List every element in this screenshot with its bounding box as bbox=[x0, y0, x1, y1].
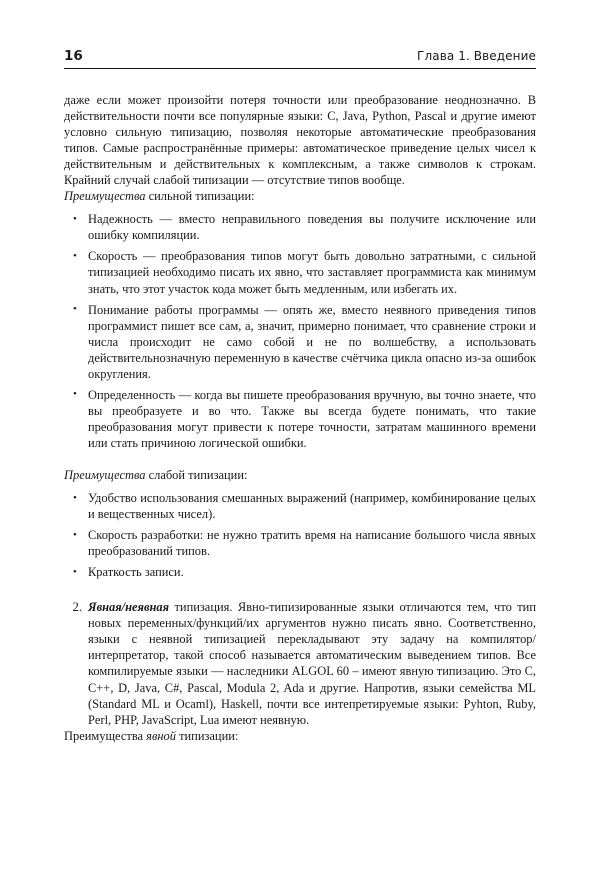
list-item: • Понимание работы программы — опять же, вместо неявного приведения типов программист пишет все сам, а, значит, примерно понимает, что сравнение строки и числа происходит не само собой и не по волшебству, а использовать действительнозначную переменную в качестве счётчика цикла опасно из-за ошибок округления. bbox=[64, 302, 536, 382]
page-number: 16 bbox=[64, 48, 83, 64]
strong-typing-heading-italic: Преимущества bbox=[64, 189, 146, 204]
numbered-item-text: типизация. Явно-типизированные языки отличаются тем, что тип новых переменных/функций/их аргументов нужно писать явно. Соответственно, языки с неявной типизацией перекладывают эту задачу на компилятор/интерпретатор, такой способ называется автоматическим выведением типов. Все компилируемые языки — наследники ALGOL 60 – имеют явную типизацию. Это C, C++, D, Java, C#, Pascal, Modula 2, Ada и другие. Напротив, языки семейства ML (Standard ML и Ocaml), Haskell, почти все интепретируемые языки: Pyhton, Ruby, Perl, PHP, JavaScript, Lua имеют неявную. bbox=[88, 600, 536, 727]
spacer bbox=[64, 460, 536, 467]
explicit-typing-italic: явной bbox=[146, 728, 176, 743]
spacer bbox=[64, 483, 536, 490]
list-item: • Краткость записи. bbox=[64, 564, 536, 580]
weak-typing-heading-rest: слабой типизации: bbox=[145, 467, 248, 482]
page-body bbox=[64, 92, 536, 744]
spacer bbox=[64, 204, 536, 211]
spacer bbox=[64, 589, 536, 599]
numbered-item-2 bbox=[64, 599, 536, 727]
list-item: • Надежность — вместо неправильного поведения вы получите исключение или ошибку компиляции. bbox=[64, 211, 536, 243]
header-rule bbox=[64, 68, 536, 69]
chapter-title: Глава 1. Введение bbox=[417, 49, 536, 63]
explicit-typing-heading bbox=[64, 728, 536, 744]
list-item: • Скорость разработки: не нужно тратить время на написание большого числа явных преобразований типов. bbox=[64, 527, 536, 559]
strong-typing-list bbox=[64, 211, 536, 451]
list-item: • Скорость — преобразования типов могут быть довольно затратными, с сильной типизацией необходимо писать их явно, что заставляет программиста как минимум знать, что этот участок кода может быть медленным, или избегать их. bbox=[64, 248, 536, 296]
weak-typing-list bbox=[64, 490, 536, 580]
explicit-typing-prefix: Преимущества bbox=[64, 728, 147, 743]
numbered-item-term: Явная/неявная bbox=[88, 600, 170, 615]
list-item: • Определенность — когда вы пишете преобразования вручную, вы точно знаете, что вы преобразуете и во что. Также вы всегда будете понимать, что такие преобразования могут привести к потере точности, затратам машинного времени или стать причиною логической ошибки. bbox=[64, 387, 536, 451]
list-item: • Удобство использования смешанных выражений (например, комбинирование целых и вещественных чисел). bbox=[64, 490, 536, 522]
weak-typing-heading-italic: Преимущества bbox=[64, 467, 146, 482]
explicit-typing-suffix: типизации: bbox=[175, 728, 239, 743]
opening-paragraph: даже если может произойти потеря точности или преобразование неоднозначно. В действительности почти все популярные языки: C, Java, Python, Pascal и другие имеют условно сильную типизацию, позволяя некоторые автоматические преобразования типов. Самые распространённые примеры: автоматическое приведение целых чисел к действительным и действительных к комплексным, а также символов к строкам. Крайний случай слабой типизации — отсутствие типов вообще. bbox=[64, 93, 536, 188]
weak-typing-heading bbox=[64, 467, 536, 483]
strong-typing-heading-rest: сильной типизации: bbox=[145, 189, 255, 204]
numbered-item-label: 2. bbox=[72, 600, 82, 615]
running-head bbox=[64, 48, 536, 64]
strong-typing-heading bbox=[64, 188, 536, 204]
